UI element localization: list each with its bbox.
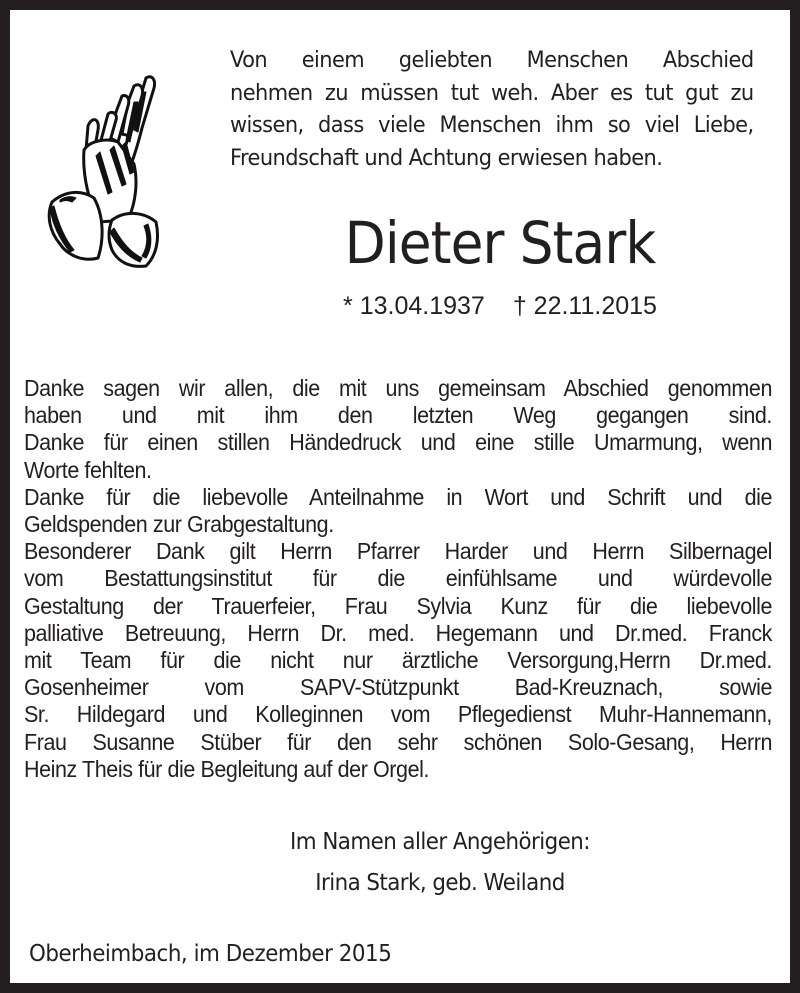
life-dates	[300, 290, 700, 322]
verse-line: wissen, dass viele Menschen ihm so viel Liebe,	[230, 112, 754, 138]
verse-line: nehmen zu müssen tut weh. Aber es tut gut zu	[230, 79, 754, 106]
body-line: Gosenheimer vom SAPV-Stützpunkt Bad-Kreuznach, sowie	[24, 674, 772, 701]
body-line: Danke für einen stillen Händedruck und eine stille Umarmung, wenn	[24, 429, 772, 456]
deceased-name: Dieter Stark	[344, 209, 656, 277]
body-line: Geldspenden zur Grabgestaltung.	[24, 511, 334, 538]
body-line: palliative Betreuung, Herrn Dr. med. Hegemann und Dr.med. Franck	[24, 619, 772, 646]
obituary-notice	[10, 10, 790, 983]
body-line: Sr. Hildegard und Kolleginnen vom Pflegedienst Muhr-Hannemann,	[24, 701, 772, 728]
death-date: † 22.11.2015	[512, 292, 657, 320]
memorial-verse	[230, 44, 754, 174]
signature-intro: Im Namen aller Angehörigen:	[290, 829, 590, 855]
signer-name: Irina Stark, geb. Weiland	[315, 870, 565, 896]
birth-date: * 13.04.1937	[343, 292, 485, 320]
body-line: Danke für die liebevolle Anteilnahme in Wort und Schrift und die	[24, 483, 772, 510]
thank-you-text	[24, 375, 772, 783]
body-line: mit Team für die nicht nur ärztliche Versorgung,Herrn Dr.med.	[24, 647, 772, 674]
place-and-date: Oberheimbach, im Dezember 2015	[29, 941, 392, 967]
signature-block	[254, 822, 626, 904]
body-line: haben und mit ihm den letzten Weg gegangen sind.	[24, 402, 772, 429]
body-line: Heinz Theis für die Begleitung auf der Orgel.	[24, 755, 430, 782]
verse-line: Freundschaft und Achtung erwiesen haben.	[230, 144, 663, 171]
body-line: Besonderer Dank gilt Herrn Pfarrer Harder und Herrn Silbernagel	[24, 538, 772, 565]
body-line: Danke sagen wir allen, die mit uns gemeinsam Abschied genommen	[24, 375, 772, 401]
body-line: Gestaltung der Trauerfeier, Frau Sylvia Kunz für die liebevolle	[24, 592, 772, 619]
verse-line: Von einem geliebten Menschen Abschied	[230, 47, 754, 73]
body-line: Worte fehlten.	[24, 456, 152, 483]
body-line: Frau Susanne Stüber für den sehr schönen Solo-Gesang, Herrn	[24, 728, 772, 755]
praying-hands-icon	[38, 72, 188, 272]
body-line: vom Bestattungsinstitut für die einfühlsame und würdevolle	[24, 565, 772, 592]
